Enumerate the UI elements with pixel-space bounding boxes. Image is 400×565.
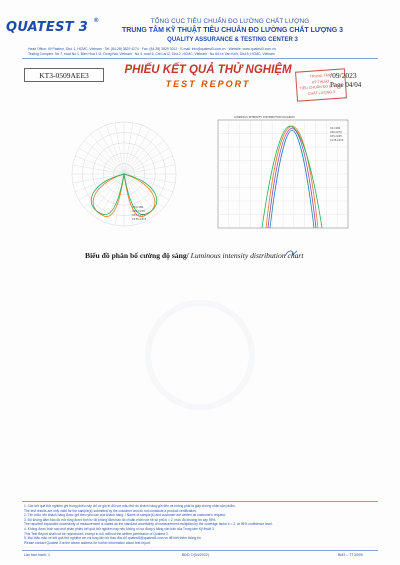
polar-legend-item: C90-C270 (132, 210, 145, 213)
polar-legend-item: C135-C315 (132, 218, 147, 221)
report-date: /09/2023 (330, 71, 357, 80)
cartesian-chart-svg (212, 114, 357, 254)
head-office-contact: Head Office: 49 Pasteur, Dist. 1, HCMC, Vietnam · Tel: (84-28) 3829 4274 · Fax: (84-28) 3829 3012 · E-mail: info@quatest3.com.vn · Website: www.quatest3.com.vn (28, 47, 276, 51)
cart-legend (330, 127, 344, 142)
footer-note: 1. Các kết quả thử nghiệm ghi trong phiếu này chỉ có giá trị đối với mẫu thử do khách hàng gửi đến và không phải là giấy chứng nhận sản phẩm. (24, 504, 236, 508)
testing-complex-contact: Testing Complex: No 7, road No 1, Bien Hoa 1 IZ, Dong Nai, Vietnam · No 4, road 6, Cat Lai IZ, Dist.2, HCMC, Vietnam · No 64 Le Van Kich, Dist.5, HCMC, Vietnam (28, 52, 275, 56)
polar-legend-item: C0-C180 (132, 206, 144, 209)
stamp-line: TRUNG TÂM (309, 73, 332, 79)
org-name-vn: TRUNG TÂM KỸ THUẬT TIÊU CHUẨN ĐO LƯỜNG CHẤT LƯỢNG 3 (121, 27, 344, 34)
cartesian-intensity-chart (212, 114, 357, 254)
chart-caption (85, 251, 304, 260)
footer-divider (22, 501, 378, 502)
footer-form-code: BĐD 7/(04/2022) (182, 553, 209, 557)
cart-legend-item: C90-C270 (330, 131, 342, 134)
org-name-en: QUALITY ASSURANCE & TESTING CENTER 3 (167, 37, 298, 43)
report-title-vn: PHIẾU KẾT QUẢ THỬ NGHIỆM (124, 64, 292, 76)
cart-curve-green (262, 126, 322, 228)
footer-note: Please contact Quatest 3 at the above address for further information about test report. (24, 540, 151, 545)
cart-legend-item: C0-C180 (330, 127, 341, 130)
org-parent-name: TỔNG CỤC TIÊU CHUẨN ĐO LƯỜNG CHẤT LƯỢNG (150, 18, 310, 25)
footer-note: 3. Độ không đảm bảo đo mở rộng được tính từ độ không đảm bảo đo chuẩn nhân với hệ số phủ k = 2, mức độ khoảng tin cậy 95%. (24, 517, 217, 522)
caption-vn: Biểu đồ phân bố cường độ sáng/ (85, 251, 189, 260)
footer-doc-code: BM3 – TT3/009 (338, 553, 363, 557)
polar-legend-item: C45-C225 (132, 214, 145, 217)
logo-text: QUATEST 3 (6, 20, 89, 35)
watermark-seal-icon (145, 300, 255, 410)
signature-mark-icon (284, 248, 298, 258)
footer-note: The reported expanded uncertainty of measurement is stated as the standard uncertainty of measurement multiplied by the coverage factor k = 2, at 95% confidence level. (24, 522, 273, 527)
bottom-divider (22, 550, 378, 551)
cart-curve-blue (270, 130, 314, 228)
report-title-en: TEST REPORT (165, 79, 251, 89)
report-number-box: KT3-0509AEE3 (24, 68, 104, 82)
footer-note: The test results are only valid for the sample(s) submitted by the customer and do not constitute a product certification. (24, 508, 197, 513)
stamp-line: CHẤT LƯỢNG 3 (307, 89, 336, 96)
polar-legend (132, 205, 147, 221)
header-divider (22, 58, 378, 59)
logo-registered-mark: ® (94, 18, 99, 24)
footer-issue: Lần ban hành: 1 (24, 553, 50, 557)
stamp-line: KỸ THUẬT (311, 78, 330, 85)
cart-legend-item: C135-C315 (330, 139, 344, 142)
red-seal-stamp (295, 68, 347, 101)
footer-note: 5. Mọi thắc mắc về kết quả thử nghiệm xin vui lòng liên hệ theo địa chỉ quatest3@quatest3.com.vn để biết thêm thông tin. (24, 536, 202, 541)
footer-note: 2. Tên mẫu, tên khách hàng được ghi theo yêu cầu của khách hàng. / Name of sample(s) and customer are written as customer's request. (24, 513, 226, 518)
polar-chart-svg (62, 112, 187, 252)
caption-en: Luminous intensity distribution chart (188, 251, 304, 260)
stamp-line: TIÊU CHUẨN ĐO LƯỜNG (299, 83, 343, 91)
cart-curve-purple (268, 128, 316, 228)
cart-grid (218, 120, 348, 228)
cart-legend-item: C45-C225 (330, 135, 342, 138)
footer-note: 4. Không được trích sao một phần phiếu kết quả thử nghiệm này nếu không có sự đồng ý bằng văn bản của Trung tâm Kỹ thuật 3. (24, 526, 215, 531)
page-number: Page 04/04 (330, 81, 362, 89)
cart-chart-title: LUMINOUS INTENSITY DISTRIBUTION DIAGRAM (234, 116, 295, 119)
polar-intensity-chart (62, 112, 187, 252)
footer-note: This Test Report shall not be reproduced, except in full, without the written permission of Quatest 3. (24, 531, 169, 536)
quatest-logo (6, 18, 106, 44)
footer-notes (24, 504, 376, 545)
cart-curve-orange (266, 126, 318, 228)
cart-curves (262, 126, 322, 228)
